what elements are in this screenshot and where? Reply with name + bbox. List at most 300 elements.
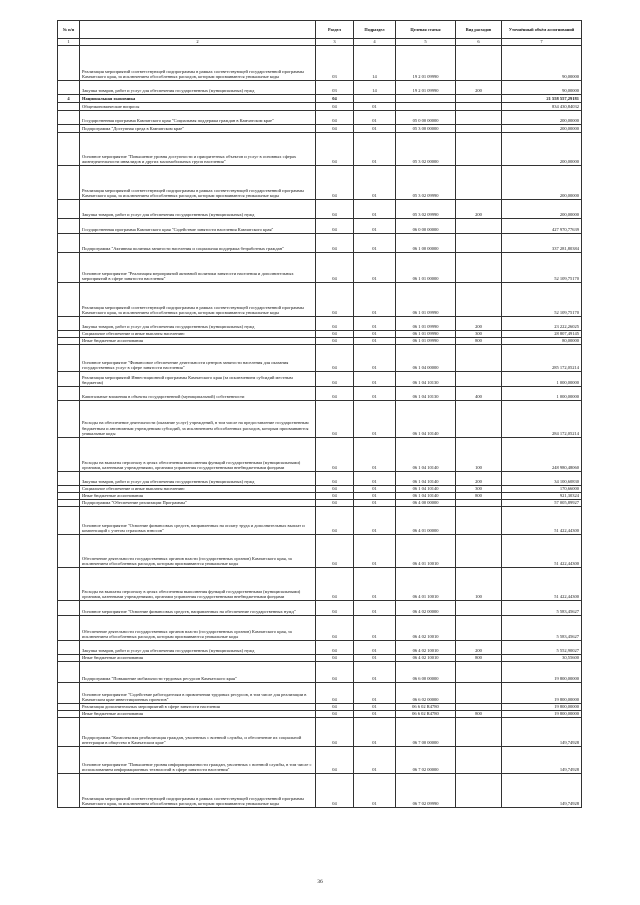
row-section: 04	[316, 401, 354, 438]
table-row	[58, 387, 582, 401]
row-expense-type	[456, 234, 502, 253]
row-section: 04	[316, 387, 354, 401]
row-subsection: 01	[354, 338, 396, 345]
table-row	[58, 345, 582, 372]
row-section: 04	[316, 331, 354, 338]
row-name: Подпрограмма "Активная политика занятости населения и социальная поддержка безработных граждан"	[80, 234, 316, 253]
row-number	[58, 219, 80, 234]
row-section: 04	[316, 616, 354, 641]
row-expense-type	[456, 103, 502, 111]
row-name: Подпрограмма "Повышение мобильности трудовых ресурсов Камчатского края"	[80, 662, 316, 683]
row-name: Расходы на обеспечение деятельности (оказание услуг) учреждений, в том числе на предоставление государственным бюджетным и автономным учреждениям субсидий, за исключением обособленных расходов, которым присваиваются уникальные коды	[80, 401, 316, 438]
row-amount: 90,00000	[502, 46, 582, 81]
header-row	[58, 21, 582, 39]
table-row	[58, 747, 582, 774]
row-amount: 149,74928	[502, 718, 582, 747]
row-target-article: 05 3 00 00000	[396, 125, 456, 133]
row-target-article: 06 1 01 09990	[396, 338, 456, 345]
table-row	[58, 200, 582, 219]
row-name: Закупка товаров, работ и услуг для обеспечения государственных (муниципальных) нужд	[80, 200, 316, 219]
col-target-header: Целевая статья	[396, 21, 456, 39]
row-number	[58, 500, 80, 507]
row-name: Закупка товаров, работ и услуг для обеспечения государственных (муниципальных) нужд	[80, 641, 316, 655]
row-target-article: 06 1 04 00000	[396, 345, 456, 372]
row-amount: 19 800,00000	[502, 662, 582, 683]
row-subsection: 01	[354, 472, 396, 486]
row-subsection: 01	[354, 493, 396, 500]
row-subsection: 14	[354, 46, 396, 81]
row-number	[58, 711, 80, 718]
row-expense-type	[456, 253, 502, 283]
row-target-article	[396, 95, 456, 103]
table-row	[58, 568, 582, 601]
row-target-article: 19 2 01 09990	[396, 46, 456, 81]
row-number	[58, 641, 80, 655]
row-number	[58, 774, 80, 808]
row-amount: 51 422,44300	[502, 568, 582, 601]
row-name: Реализация мероприятий соответствующей подпрограммы в рамках соответствующей государственной программы Камчатского края, за исключением обособленных расходов, которым присваиваются уникальные коды	[80, 166, 316, 200]
row-target-article: 05 0 00 00000	[396, 111, 456, 125]
row-section: 04	[316, 111, 354, 125]
row-number	[58, 166, 80, 200]
row-section: 03	[316, 81, 354, 95]
row-name: Закупка товаров, работ и услуг для обеспечения государственных (муниципальных) нужд	[80, 472, 316, 486]
row-number	[58, 253, 80, 283]
row-amount: 57 005,89927	[502, 500, 582, 507]
table-body	[58, 46, 582, 808]
row-name: Основное мероприятие "Освоение финансовых средств, направленных на обеспечение государственных нужд"	[80, 601, 316, 616]
table-row	[58, 317, 582, 331]
row-number	[58, 331, 80, 338]
row-expense-type	[456, 747, 502, 774]
row-subsection: 01	[354, 133, 396, 166]
row-section: 04	[316, 345, 354, 372]
row-section: 04	[316, 493, 354, 500]
row-expense-type	[456, 683, 502, 704]
table-row	[58, 81, 582, 95]
row-expense-type	[456, 219, 502, 234]
row-amount: 200,00000	[502, 125, 582, 133]
row-number	[58, 601, 80, 616]
table-row	[58, 283, 582, 317]
row-expense-type: 800	[456, 655, 502, 662]
row-name: Государственная программа Камчатского края "Социальная поддержка граждан в Камчатском крае"	[80, 111, 316, 125]
row-subsection: 01	[354, 283, 396, 317]
row-number	[58, 662, 80, 683]
row-amount: 200,00000	[502, 166, 582, 200]
table-row	[58, 338, 582, 345]
row-amount: 19 800,00000	[502, 711, 582, 718]
row-expense-type: 800	[456, 711, 502, 718]
row-section: 04	[316, 718, 354, 747]
table-row	[58, 219, 582, 234]
row-amount: 200,00000	[502, 133, 582, 166]
row-subsection: 01	[354, 372, 396, 387]
table-row	[58, 507, 582, 535]
row-target-article: 06 4 00 00000	[396, 500, 456, 507]
row-section: 04	[316, 338, 354, 345]
row-subsection: 01	[354, 774, 396, 808]
row-subsection: 01	[354, 568, 396, 601]
table-row	[58, 655, 582, 662]
row-number	[58, 486, 80, 493]
table-row	[58, 331, 582, 338]
row-target-article: 06 6 02 R4780	[396, 711, 456, 718]
row-expense-type: 200	[456, 200, 502, 219]
table-row	[58, 95, 582, 103]
row-target-article: 06 1 01 00000	[396, 253, 456, 283]
row-expense-type	[456, 401, 502, 438]
table-row	[58, 711, 582, 718]
row-target-article: 06 0 00 00000	[396, 219, 456, 234]
table-row	[58, 438, 582, 472]
col-index: 7	[502, 39, 582, 46]
row-number	[58, 234, 80, 253]
row-subsection: 01	[354, 331, 396, 338]
row-amount: 80,00000	[502, 338, 582, 345]
row-number	[58, 372, 80, 387]
row-name: Основное мероприятие "Повышение уровня доступности и приоритетных объектов и услуг в основных сферах жизнедеятельности инвалидов и других маломобильных групп населения"	[80, 133, 316, 166]
row-amount: 19 800,00000	[502, 704, 582, 711]
row-name: Иные бюджетные ассигнования	[80, 338, 316, 345]
row-amount: 149,74928	[502, 747, 582, 774]
col-expense-type-header: Вид расходов	[456, 21, 502, 39]
col-subsection-header: Подраздел	[354, 21, 396, 39]
row-section: 04	[316, 283, 354, 317]
row-section: 04	[316, 133, 354, 166]
table-row	[58, 125, 582, 133]
row-expense-type	[456, 662, 502, 683]
row-subsection: 01	[354, 683, 396, 704]
row-amount: 337 281,80384	[502, 234, 582, 253]
row-amount: 200,00000	[502, 200, 582, 219]
row-expense-type	[456, 111, 502, 125]
row-target-article: 06 1 04 10140	[396, 401, 456, 438]
row-expense-type	[456, 133, 502, 166]
row-subsection: 01	[354, 711, 396, 718]
col-index: 5	[396, 39, 456, 46]
row-amount: 149,74928	[502, 774, 582, 808]
table-row	[58, 111, 582, 125]
row-subsection: 01	[354, 401, 396, 438]
row-name: Обеспечение деятельности государственных органов власти (государственных органов) Камчатского края, за исключением обособленных расходов, которым присваиваются уникальные коды	[80, 535, 316, 568]
table-row	[58, 774, 582, 808]
row-amount: 34 100,60830	[502, 472, 582, 486]
row-name: Реализация мероприятий соответствующей подпрограммы в рамках соответствующей государственной программы Камчатского края, за исключением обособленных расходов, которым присваиваются уникальные коды	[80, 46, 316, 81]
row-target-article: 06 6 00 00000	[396, 662, 456, 683]
row-number	[58, 704, 80, 711]
table-row	[58, 46, 582, 81]
row-section: 04	[316, 568, 354, 601]
row-subsection: 01	[354, 486, 396, 493]
row-number	[58, 338, 80, 345]
row-number	[58, 283, 80, 317]
row-section: 04	[316, 535, 354, 568]
row-subsection: 01	[354, 601, 396, 616]
row-section: 04	[316, 234, 354, 253]
row-subsection: 01	[354, 253, 396, 283]
table-row	[58, 500, 582, 507]
row-section: 04	[316, 438, 354, 472]
row-number	[58, 81, 80, 95]
row-amount: 51 422,44300	[502, 535, 582, 568]
row-name: Расходы на выплаты персоналу в целях обеспечения выполнения функций государственными (муниципальными) органами, казенными учреждениями, органами управления государственными внебюджетными фондами	[80, 438, 316, 472]
col-amount-header: Уточнённый объём ассигнований	[502, 21, 582, 39]
row-amount: 28 807,49145	[502, 331, 582, 338]
row-number	[58, 401, 80, 438]
row-name: Социальное обеспечение и иные выплаты населению	[80, 331, 316, 338]
row-amount: 5 583,45627	[502, 601, 582, 616]
row-name: Иные бюджетные ассигнования	[80, 655, 316, 662]
row-target-article: 06 1 04 10140	[396, 438, 456, 472]
row-number	[58, 133, 80, 166]
column-index-row	[58, 39, 582, 46]
row-name: Подпрограмма "Обеспечение реализации Программы"	[80, 500, 316, 507]
row-number	[58, 655, 80, 662]
row-target-article: 06 7 02 00000	[396, 747, 456, 774]
row-amount: 285 172,05214	[502, 345, 582, 372]
row-target-article: 05 3 02 09990	[396, 200, 456, 219]
row-expense-type: 800	[456, 338, 502, 345]
row-number	[58, 345, 80, 372]
row-name: Общеэкономические вопросы	[80, 103, 316, 111]
table-row	[58, 103, 582, 111]
row-number	[58, 747, 80, 774]
row-expense-type	[456, 616, 502, 641]
row-expense-type	[456, 535, 502, 568]
row-number	[58, 472, 80, 486]
table-row	[58, 718, 582, 747]
row-subsection: 01	[354, 317, 396, 331]
row-subsection: 01	[354, 125, 396, 133]
row-section: 04	[316, 500, 354, 507]
row-expense-type	[456, 166, 502, 200]
table-row	[58, 535, 582, 568]
row-amount: 170,66000	[502, 486, 582, 493]
row-section: 04	[316, 747, 354, 774]
row-section: 04	[316, 253, 354, 283]
row-amount: 5 552,90027	[502, 641, 582, 655]
row-number	[58, 493, 80, 500]
row-subsection: 14	[354, 81, 396, 95]
row-name: Обеспечение деятельности государственных органов власти (государственных органов) Камчатского края, за исключением обособленных расходов, которым присваиваются уникальные коды	[80, 616, 316, 641]
row-target-article: 05 3 02 09990	[396, 166, 456, 200]
row-expense-type	[456, 46, 502, 81]
row-expense-type: 100	[456, 568, 502, 601]
row-subsection: 01	[354, 641, 396, 655]
table-row	[58, 133, 582, 166]
row-name: Закупка товаров, работ и услуг для обеспечения государственных (муниципальных) нужд	[80, 317, 316, 331]
row-amount: 200,00000	[502, 111, 582, 125]
row-name: Социальное обеспечение и иные выплаты населению	[80, 486, 316, 493]
row-section: 04	[316, 95, 354, 103]
row-target-article: 06 4 02 10010	[396, 616, 456, 641]
row-section: 03	[316, 46, 354, 81]
row-name: Основное мероприятие "Повышение уровня информированности граждан, уволенных с военной службы, в том числе с использованием информационных технологий в сфере занятости населения"	[80, 747, 316, 774]
row-subsection: 01	[354, 718, 396, 747]
row-expense-type	[456, 345, 502, 372]
row-number	[58, 438, 80, 472]
row-subsection: 01	[354, 662, 396, 683]
row-amount: 1 000,00000	[502, 387, 582, 401]
row-number	[58, 718, 80, 747]
row-section: 04	[316, 662, 354, 683]
row-name: Национальная экономика	[80, 95, 316, 103]
row-target-article: 06 1 04 10140	[396, 493, 456, 500]
row-section: 04	[316, 486, 354, 493]
row-target-article: 06 4 02 10010	[396, 641, 456, 655]
row-section: 04	[316, 317, 354, 331]
row-expense-type: 300	[456, 486, 502, 493]
row-section: 04	[316, 641, 354, 655]
row-subsection: 01	[354, 166, 396, 200]
row-expense-type: 800	[456, 493, 502, 500]
row-name: Государственная программа Камчатского края "Содействие занятости населения Камчатского края"	[80, 219, 316, 234]
row-name: Иные бюджетные ассигнования	[80, 493, 316, 500]
row-section: 04	[316, 774, 354, 808]
row-subsection: 01	[354, 438, 396, 472]
row-number	[58, 200, 80, 219]
row-target-article: 06 4 02 00000	[396, 601, 456, 616]
row-amount: 834 430,84032	[502, 103, 582, 111]
col-index: 3	[316, 39, 354, 46]
row-subsection: 01	[354, 111, 396, 125]
row-expense-type	[456, 372, 502, 387]
row-expense-type: 100	[456, 438, 502, 472]
col-index: 2	[80, 39, 316, 46]
row-target-article: 06 4 01 00000	[396, 507, 456, 535]
row-subsection	[354, 95, 396, 103]
row-subsection: 01	[354, 103, 396, 111]
row-amount: 5 583,45627	[502, 616, 582, 641]
row-subsection: 01	[354, 704, 396, 711]
row-number	[58, 683, 80, 704]
row-name: Реализация мероприятий Инвестиционной программы Камчатского края (за исключением субсидий местным бюджетам)	[80, 372, 316, 387]
table-row	[58, 616, 582, 641]
row-subsection: 01	[354, 747, 396, 774]
table-row	[58, 253, 582, 283]
row-target-article: 06 4 01 10010	[396, 568, 456, 601]
row-amount: 248 980,48060	[502, 438, 582, 472]
row-target-article: 06 6 02 R4780	[396, 704, 456, 711]
row-expense-type: 200	[456, 472, 502, 486]
row-amount: 23 222,26025	[502, 317, 582, 331]
table-row	[58, 372, 582, 387]
row-number	[58, 125, 80, 133]
row-amount: 21 558 557,29181	[502, 95, 582, 103]
row-subsection: 01	[354, 234, 396, 253]
budget-table	[57, 20, 582, 808]
row-name: Реализация мероприятий соответствующей подпрограммы в рамках соответствующей государственной программы Камчатского края, за исключением обособленных расходов, которым присваиваются уникальные коды	[80, 283, 316, 317]
col-index: 1	[58, 39, 80, 46]
table-row	[58, 493, 582, 500]
row-target-article: 06 1 04 10130	[396, 372, 456, 387]
row-target-article: 06 4 01 10010	[396, 535, 456, 568]
row-name: Основное мероприятие "Содействие работодателям в привлечении трудовых ресурсов, в том числе для реализации в Камчатском крае инвестиционных проектов"	[80, 683, 316, 704]
row-target-article: 06 6 02 00000	[396, 683, 456, 704]
row-section: 04	[316, 372, 354, 387]
row-expense-type	[456, 601, 502, 616]
row-number: 4	[58, 95, 80, 103]
row-amount: 427 970,77639	[502, 219, 582, 234]
row-expense-type	[456, 95, 502, 103]
row-target-article: 06 7 02 09990	[396, 774, 456, 808]
col-index: 4	[354, 39, 396, 46]
col-name-header	[80, 21, 316, 39]
table-row	[58, 641, 582, 655]
row-expense-type: 200	[456, 641, 502, 655]
row-subsection: 01	[354, 507, 396, 535]
row-section: 04	[316, 507, 354, 535]
row-number	[58, 46, 80, 81]
row-target-article: 06 4 02 10010	[396, 655, 456, 662]
row-number	[58, 568, 80, 601]
row-section: 04	[316, 683, 354, 704]
row-amount: 51 422,44300	[502, 507, 582, 535]
row-target-article: 06 1 01 09990	[396, 283, 456, 317]
row-section: 04	[316, 166, 354, 200]
row-target-article: 19 2 01 09990	[396, 81, 456, 95]
row-amount: 19 800,00000	[502, 683, 582, 704]
table-row	[58, 166, 582, 200]
row-subsection: 01	[354, 200, 396, 219]
page-number: 36	[317, 879, 323, 885]
row-amount: 284 172,05214	[502, 401, 582, 438]
row-name: Иные бюджетные ассигнования	[80, 711, 316, 718]
row-subsection: 01	[354, 616, 396, 641]
row-amount: 52 109,75170	[502, 283, 582, 317]
row-amount: 1 000,00000	[502, 372, 582, 387]
row-target-article: 06 1 04 10130	[396, 387, 456, 401]
row-amount: 52 109,75170	[502, 253, 582, 283]
table-row	[58, 472, 582, 486]
row-target-article: 06 7 00 00000	[396, 718, 456, 747]
row-target-article	[396, 103, 456, 111]
row-name: Реализация дополнительных мероприятий в сфере занятости населения	[80, 704, 316, 711]
row-name: Закупка товаров, работ и услуг для обеспечения государственных (муниципальных) нужд	[80, 81, 316, 95]
row-target-article: 06 1 04 10140	[396, 486, 456, 493]
budget-table-sheet	[57, 20, 581, 808]
row-section: 04	[316, 711, 354, 718]
col-index: 6	[456, 39, 502, 46]
row-expense-type: 200	[456, 81, 502, 95]
row-section: 04	[316, 655, 354, 662]
table-row	[58, 234, 582, 253]
row-expense-type	[456, 704, 502, 711]
row-expense-type	[456, 500, 502, 507]
row-name: Основное мероприятие "Освоение финансовых средств, направленных на оплату труда и дополнительных выплат и компенсаций с учетом страховых взносов"	[80, 507, 316, 535]
row-name: Подпрограмма "Комплексная реабилитация граждан, уволенных с военной службы, и обеспечение их социальной интеграции в общество в Камчатском крае"	[80, 718, 316, 747]
row-number	[58, 103, 80, 111]
row-expense-type: 400	[456, 387, 502, 401]
row-section: 04	[316, 601, 354, 616]
row-expense-type	[456, 507, 502, 535]
row-expense-type	[456, 718, 502, 747]
row-amount: 921,30324	[502, 493, 582, 500]
row-section: 04	[316, 472, 354, 486]
row-subsection: 01	[354, 345, 396, 372]
row-number	[58, 507, 80, 535]
row-subsection: 01	[354, 387, 396, 401]
row-expense-type	[456, 125, 502, 133]
row-subsection: 01	[354, 655, 396, 662]
row-name: Основное мероприятие "Реализация мероприятий активной политики занятости населения и дополнительных мероприятий в сфере занятости населения"	[80, 253, 316, 283]
col-section-header: Раздел	[316, 21, 354, 39]
table-row	[58, 401, 582, 438]
row-expense-type	[456, 774, 502, 808]
row-subsection: 01	[354, 500, 396, 507]
row-target-article: 06 1 00 00000	[396, 234, 456, 253]
